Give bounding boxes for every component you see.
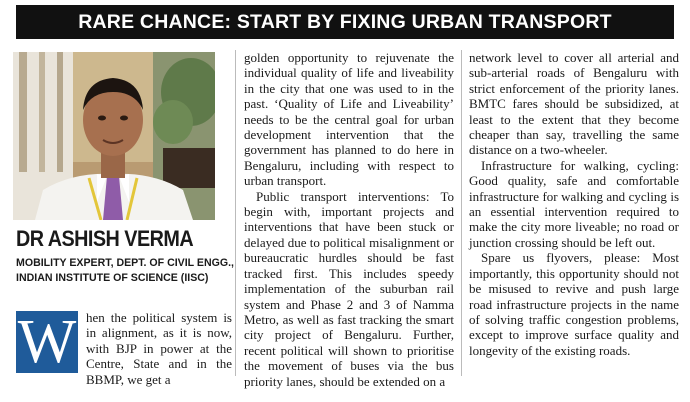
author-name: DR ASHISH VERMA [16,226,194,251]
paragraph: Public transport interventions: To begin with, important projects and interventions that have been stuck or delayed due to political misalignment or bureaucratic hurdles should be fast tracked first. This includes speedy implementation of the suburban rail system and Phase 2 and 3 of Namma Metro, as well as fast tracking the smart city project of Bengaluru. Further, recent political will shown to prioritise the movement of buses via the bus priority lanes, should be extended on a [244,188,454,389]
paragraph: network level to cover all arterial and sub-arterial roads of Bengaluru with strict enforcement of the priority lanes. BMTC fares should be subsidized, at least to the extent that they become cheaper than say, travelling the same distance on a two-wheeler. [469,50,679,158]
author-photo [13,52,215,220]
intro-paragraph [86,310,232,387]
article-column-2 [244,50,454,389]
headline: RARE CHANCE: START BY FIXING URBAN TRANSPORT [78,10,612,33]
author-title: MOBILITY EXPERT, DEPT. OF CIVIL ENGG., INDIAN INSTITUTE OF SCIENCE (IISC) [16,257,234,284]
paragraph: Infrastructure for walking, cycling: Good quality, safe and comfortable infrastructure for walking and cycling is an essential intervention required to make the city more liveable; no road or junction crossing should be left out. [469,157,679,250]
column-divider [235,50,236,376]
author-portrait-image [13,52,215,220]
intro-text: hen the political system is in alignment, as it is now, with BJP in power at the Centre, State and in the BBMP, we get a [86,310,232,387]
headline-bar [16,5,674,39]
article-column-3 [469,50,679,358]
paragraph: golden opportunity to rejuvenate the individual quality of life and liveability in the city that one was used to in the past. ‘Quality of Life and Liveability’ needs to be the central goal for urban development intervention that the government has planned to do here in Bengaluru, including with respect to urban transport. [244,50,454,189]
column-divider [461,50,462,376]
drop-cap: W [17,308,77,376]
paragraph: Spare us flyovers, please: Most importantly, this opportunity should not be misused to revive and push large road infrastructure projects in the name of solving traffic congestion problems, except to improve surface quality and longevity of the existing roads. [469,250,679,358]
